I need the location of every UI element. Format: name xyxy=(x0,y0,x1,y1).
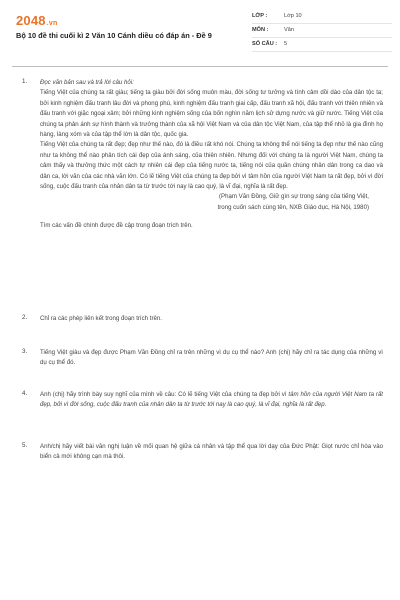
question-prompt: Tìm các vấn đề chính được đề cập trong đoạn trích trên. xyxy=(40,222,193,230)
question-prompt xyxy=(40,390,383,411)
question-body xyxy=(40,78,383,232)
meta-label: SỐ CÂU : xyxy=(252,41,278,47)
meta-row-count xyxy=(252,38,392,52)
meta-label: LỚP : xyxy=(252,13,268,19)
meta-row-subject xyxy=(252,24,392,38)
meta-row-class xyxy=(252,10,392,24)
passage-citation-line-1: (Phạm Văn Đồng, Giữ gìn sự trong sáng của tiếng Việt, xyxy=(219,193,369,201)
meta-value: Văn xyxy=(284,27,294,33)
page-header xyxy=(0,0,400,62)
meta-value: Lớp 10 xyxy=(284,13,302,19)
passage-paragraph-2: Tiếng Việt của chúng ta rất đẹp; đẹp như thế nào, đó là điều rất khó nói. Chúng ta không thể nói tiếng ta đẹp như thế nào cũng như ta không thể nào phân tích cái đẹp của ánh sáng, của thiên nhiên. Nhưng đối với chúng ta là người Việt Nam, chúng ta cảm thấy và thưởng thức một cách tự nhiên cái đẹp của tiếng nước ta, tiếng nói của quần chúng nhân dân trong ca dao và dân ca, lời văn của các nhà văn lớn. Có lẽ tiếng Việt của chúng ta đẹp bởi vì tâm hồn của người Việt Nam ta rất đẹp, bởi vì đời sống, cuộc đấu tranh của nhân dân ta từ trước tới nay là cao quý, là vĩ đại, nghĩa là rất đẹp. xyxy=(40,141,383,191)
question-prompt-quote: tâm hồn của người Việt Nam ta rất đẹp, bởi vì đời sống, cuộc đấu tranh của nhân dân ta từ trước tới nay là cao quý, là vĩ đại, nghĩa là rất đẹp. xyxy=(40,391,383,409)
question-instruction: Đọc văn bản sau và trả lời câu hỏi: xyxy=(40,79,134,86)
question-prompt: Chỉ ra các phép liên kết trong đoạn trích trên. xyxy=(40,315,162,322)
question-number: 3. xyxy=(22,348,28,355)
question-number: 5. xyxy=(22,442,28,449)
question-prompt-lead: Anh (chị) hãy trình bày suy nghĩ của mình về câu: Có lẽ tiếng Việt của chúng ta đẹp bởi vì xyxy=(40,391,289,398)
exam-title: Bộ 10 đề thi cuối kì 2 Văn 10 Cánh diều có đáp án - Đề 9 xyxy=(16,31,212,40)
spacer xyxy=(40,213,383,221)
exam-meta-table xyxy=(252,10,392,52)
header-divider xyxy=(12,66,388,67)
logo-suffix: .vn xyxy=(46,20,58,27)
meta-value: 5 xyxy=(284,41,288,47)
question-number: 1. xyxy=(22,78,28,85)
question-number: 2. xyxy=(22,314,28,321)
logo-text: 2048 xyxy=(16,13,46,28)
question-number: 4. xyxy=(22,390,28,397)
passage-citation-line-2: trong cuốn sách cùng tên, NXB Giáo dục, Hà Nội, 1980) xyxy=(217,203,369,211)
question-prompt: Anh/chị hãy viết bài văn nghị luận về mối quan hệ giữa cá nhân và tập thể qua lời dạy của Đức Phật: Giọt nước chỉ hòa vào biển cả mới không cạn mà thôi. xyxy=(40,443,383,461)
passage-paragraph-1: Tiếng Việt của chúng ta rất giàu; tiếng ta giàu bởi đời sống muôn màu, đời sống tư tưởng và tình cảm dồi dào của dân tộc ta; bởi kinh nghiệm đấu tranh lâu đời và phong phú, kinh nghiệm đấu tranh giai cấp, đấu tranh xã hội, đấu tranh với thiên nhiên và đấu tranh với giặc ngoại xâm; bởi những kinh nghiệm sống của bốn nghìn năm lịch sử dựng nước và giữ nước. Tiếng Việt của chúng ta phản ánh sự hình thành và trưởng thành của xã hội Việt Nam và của dân tộc Việt Nam, của tập thể nhỏ là gia đình họ hàng, làng xóm và của tập thể lớn là dân tộc, quốc gia. xyxy=(40,89,383,139)
meta-label: MÔN : xyxy=(252,27,269,33)
site-logo[interactable] xyxy=(16,13,57,28)
question-prompt: Tiếng Việt giàu và đẹp được Phạm Văn Đồng chỉ ra trên những vì dụ cụ thể nào? Anh (chị) hãy chỉ ra tác dụng của những vì dụ cụ thể đó. xyxy=(40,349,383,367)
